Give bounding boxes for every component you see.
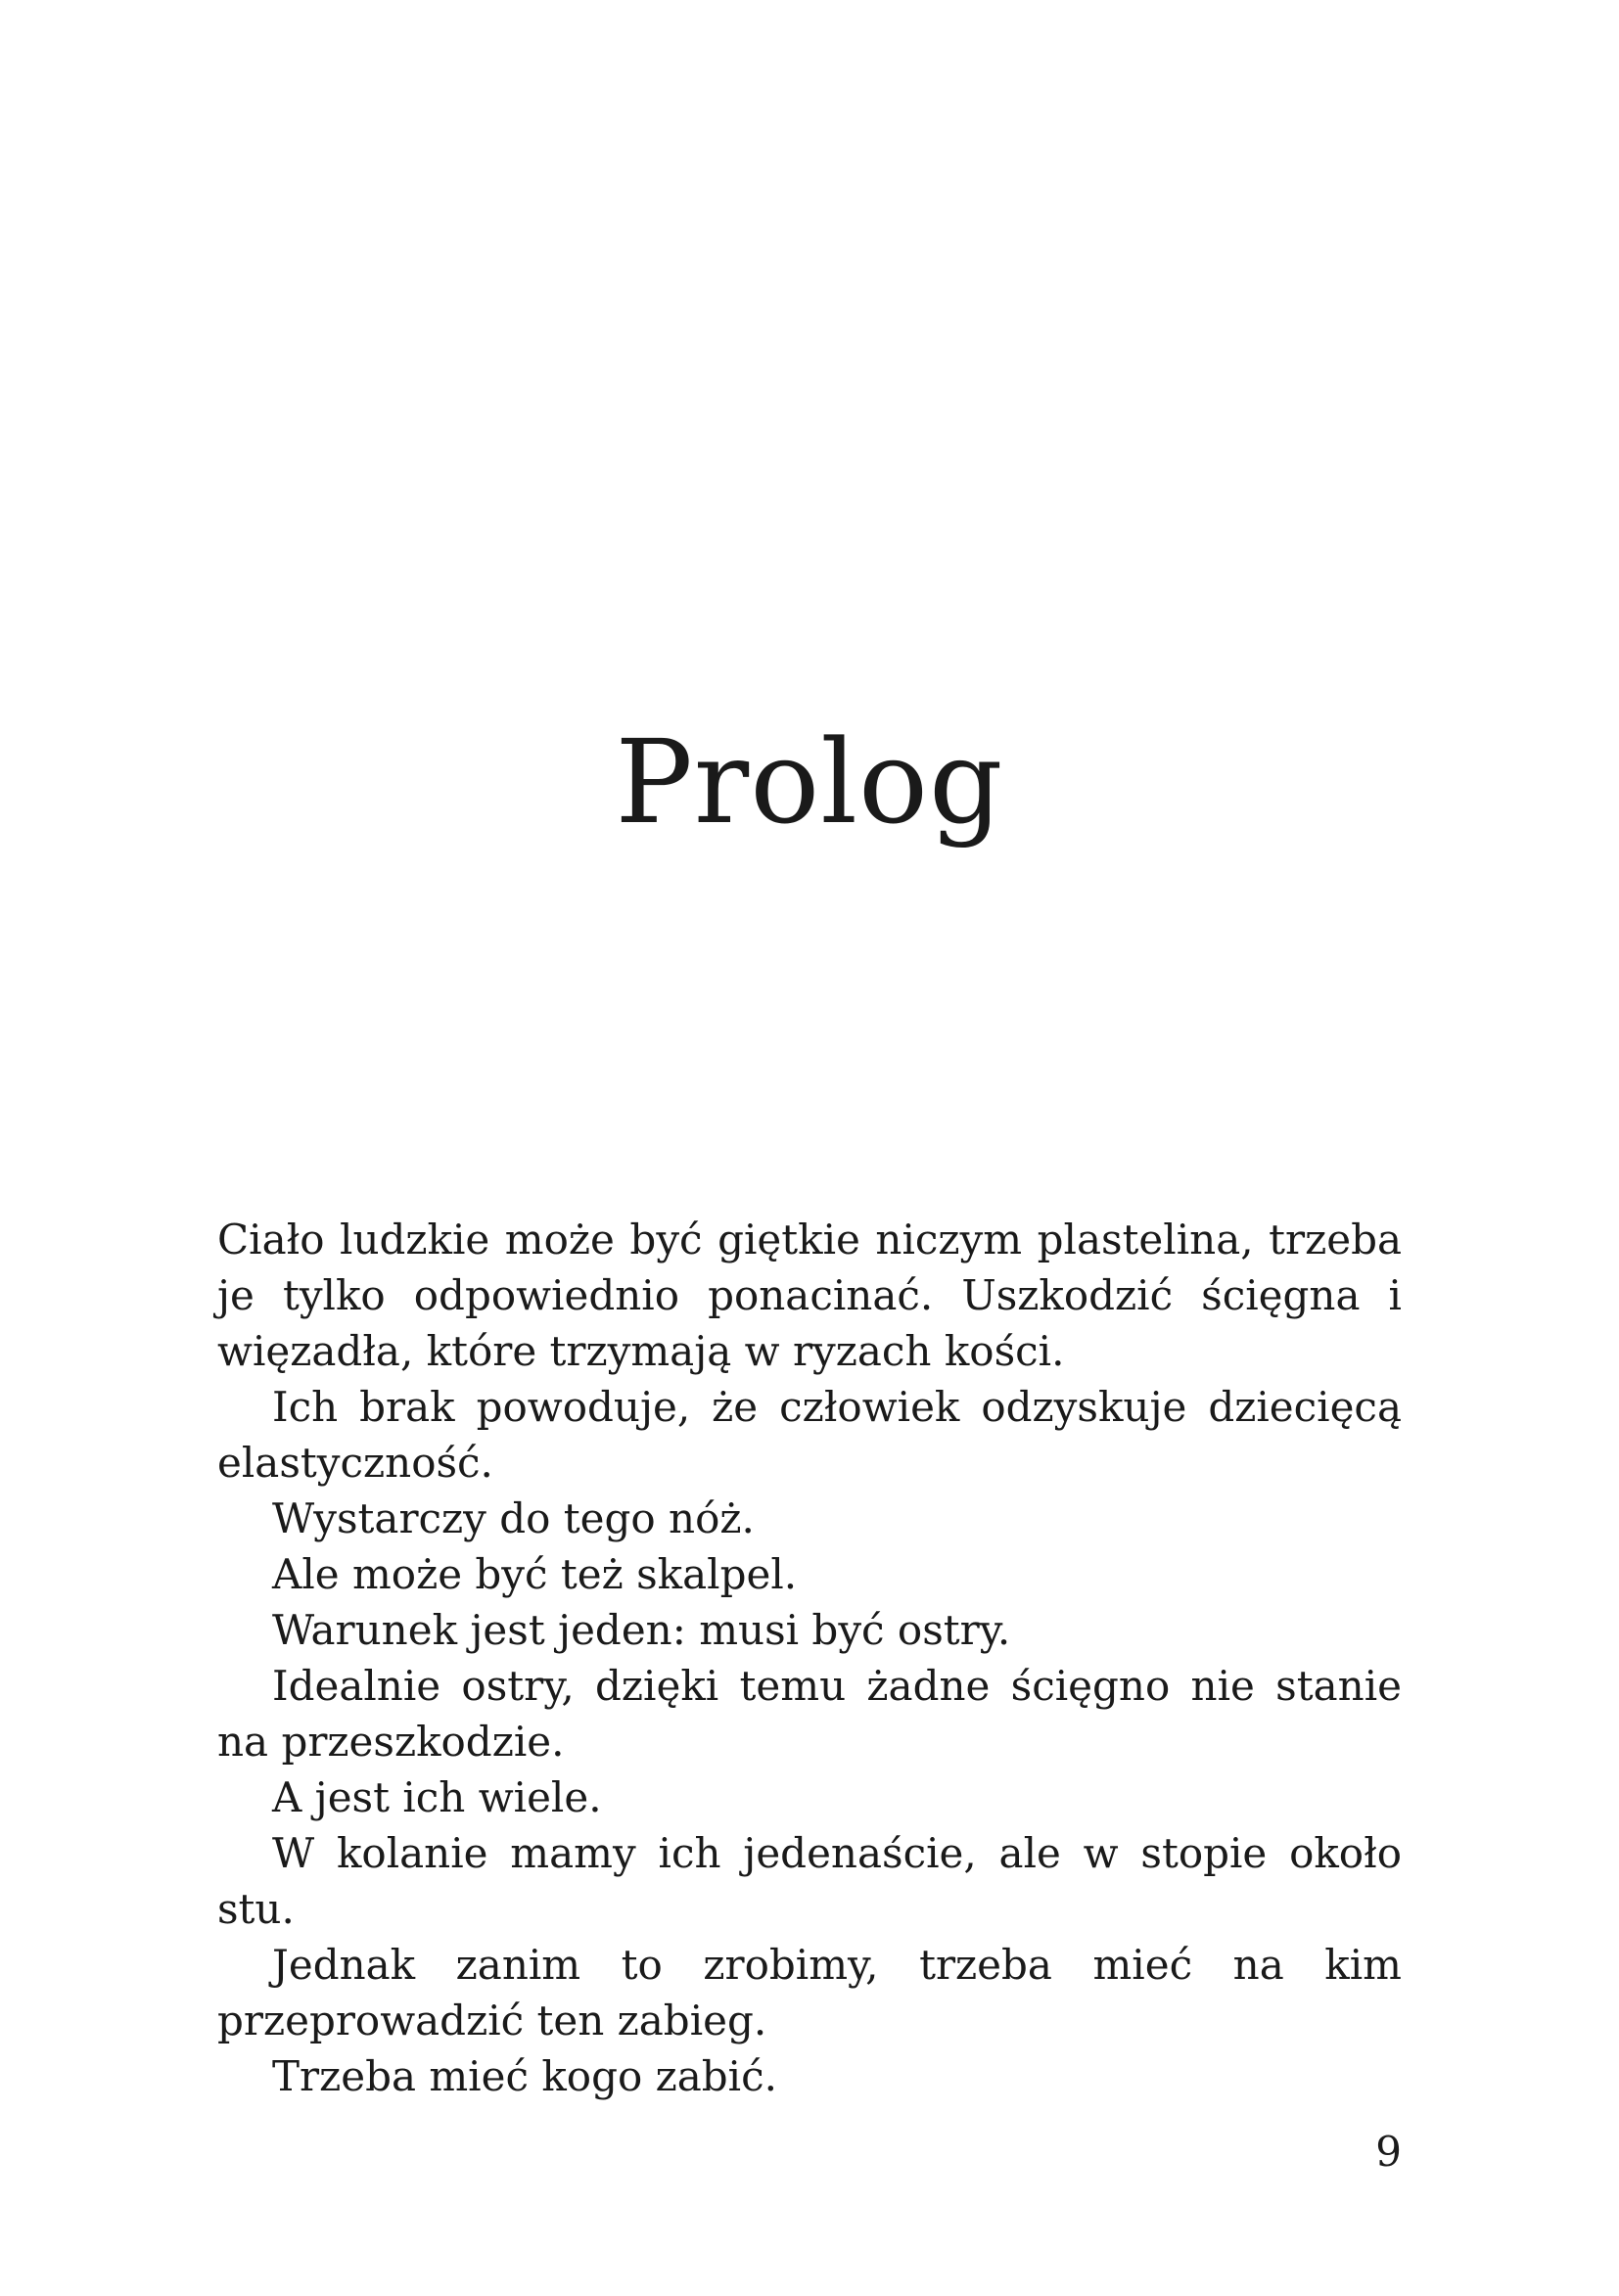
page-number: 9 [1375,2128,1402,2176]
paragraph: Jednak zanim to zrobimy, trzeba mieć na kim przeprowadzić ten zabieg. [217,1941,1402,2044]
chapter-title: Prolog [615,714,1004,850]
paragraph: Wystarczy do tego nóż. [272,1494,755,1542]
paragraph: Ciało ludzkie może być giętkie niczym plastelina, trzeba je tylko odpowiednio ponacinać. Uszkodzić ścięgna i więzadła, które trzymają w ryzach kości. [217,1216,1402,1375]
paragraph: A jest ich wiele. [272,1773,602,1821]
paragraph: Warunek jest jeden: musi być ostry. [272,1606,1011,1654]
paragraph: W kolanie mamy ich jedenaście, ale w stopie około stu. [217,1829,1402,1933]
paragraph: Trzeba mieć kogo zabić. [272,2052,777,2100]
paragraph: Ale może być też skalpel. [272,1550,798,1598]
paragraph: Idealnie ostry, dzięki temu żadne ścięgno nie stanie na przeszkodzie. [217,1662,1402,1766]
paragraph: Ich brak powoduje, że człowiek odzyskuje dziecięcą elastyczność. [217,1383,1402,1487]
chapter-body [217,1212,1402,2104]
